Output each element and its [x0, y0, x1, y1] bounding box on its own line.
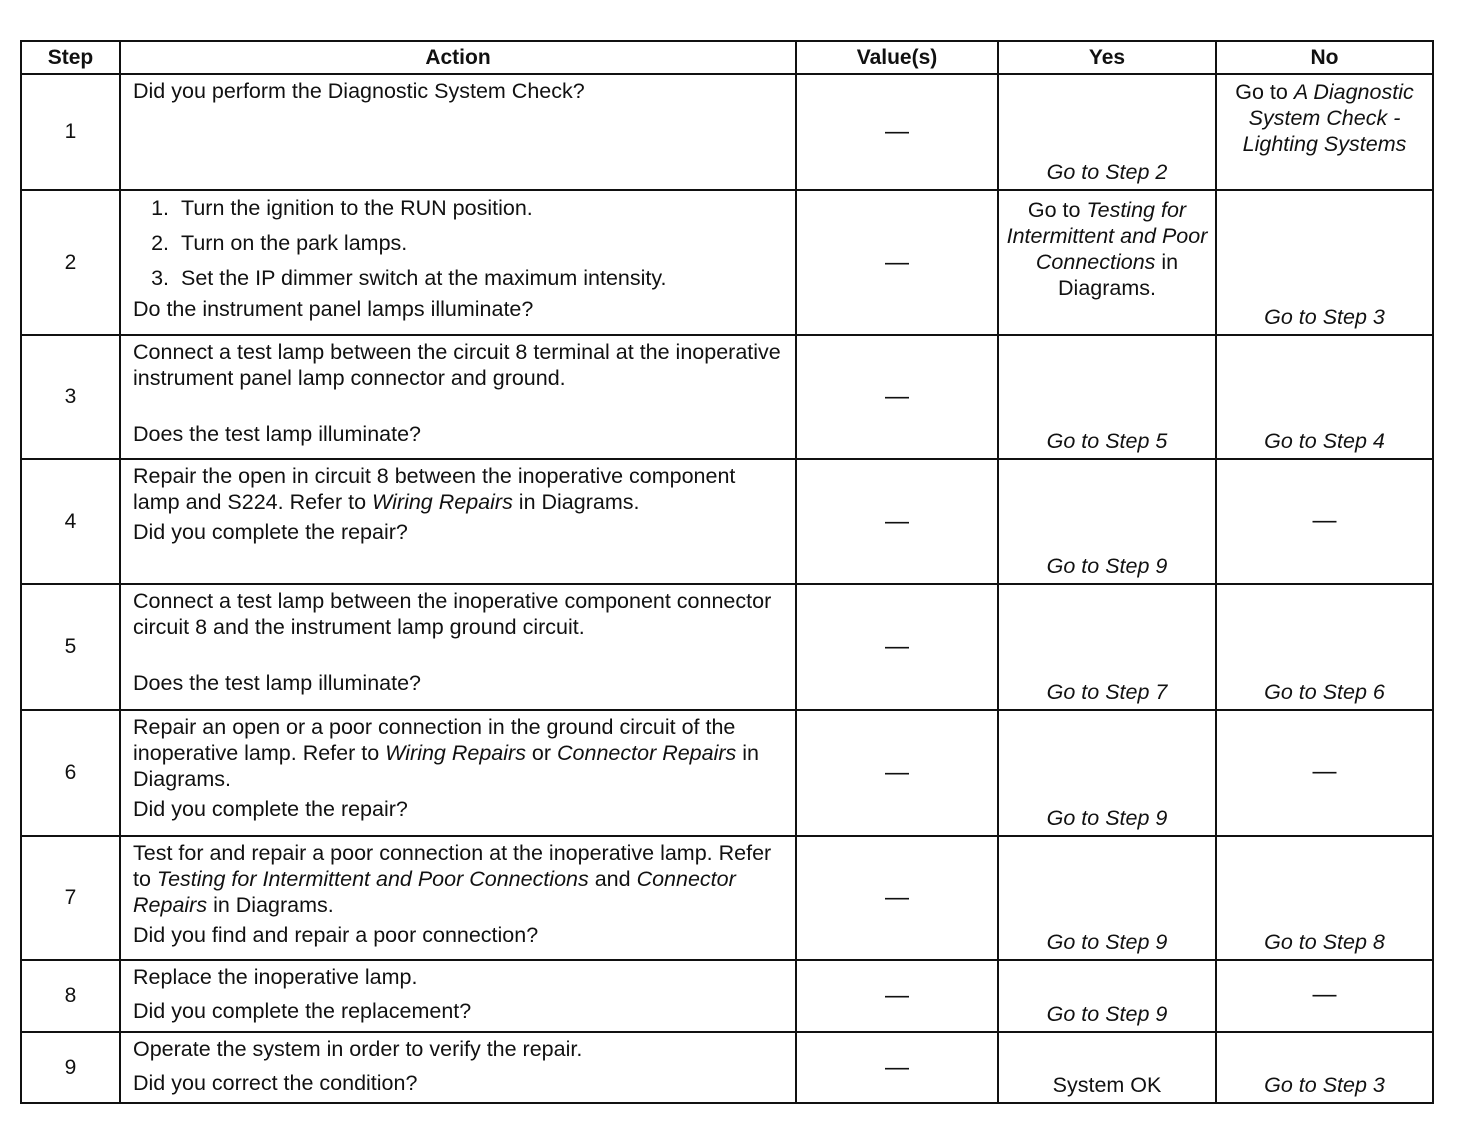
step-number: 5 [21, 584, 120, 710]
step-number: 8 [21, 960, 120, 1032]
action-cell [120, 459, 796, 584]
action-prefix: Repair an open or a poor connection in the ground circuit of the inoperative lamp. Refer to [133, 715, 736, 765]
action-text [133, 840, 787, 918]
no-cell: Go to Step 3 [1216, 1032, 1433, 1103]
step-number: 6 [21, 710, 120, 836]
action-suffix: in Diagrams. [512, 490, 640, 514]
no-cell: — [1216, 459, 1433, 584]
value-cell: — [796, 710, 998, 836]
list-item: 2. Turn on the park lamps. [175, 226, 787, 261]
action-cell [120, 836, 796, 960]
yes-cell [998, 190, 1216, 335]
value-cell: — [796, 584, 998, 710]
action-text: Operate the system in order to verify the repair. [133, 1037, 583, 1061]
step-number: 1 [21, 74, 120, 190]
action-cell [120, 190, 796, 335]
action-text: Replace the inoperative lamp. [133, 965, 418, 989]
yes-link[interactable]: Testing for Intermittent and Poor Connections [1006, 198, 1208, 274]
value-cell: — [796, 459, 998, 584]
yes-cell: System OK [998, 1032, 1216, 1103]
yes-suffix: in Diagrams. [1058, 250, 1179, 300]
header-action: Action [120, 41, 796, 74]
action-text: Connect a test lamp between the circuit 8 terminal at the inoperative instrument panel lamp connector and ground. [133, 340, 781, 390]
wiring-repairs-link[interactable]: Wiring Repairs [385, 741, 526, 765]
table-row [21, 584, 1433, 710]
yes-cell: Go to Step 9 [998, 459, 1216, 584]
value-cell: — [796, 74, 998, 190]
action-cell [120, 335, 796, 459]
testing-link[interactable]: Testing for Intermittent and Poor Connections [156, 867, 589, 891]
action-cell [120, 584, 796, 710]
table-row [21, 335, 1433, 459]
list-item: 3. Set the IP dimmer switch at the maximum intensity. [175, 261, 787, 296]
step-number: 7 [21, 836, 120, 960]
yes-cell: Go to Step 9 [998, 710, 1216, 836]
table-row [21, 960, 1433, 1032]
value-cell: — [796, 1032, 998, 1103]
value-cell: — [796, 836, 998, 960]
action-prefix: Repair the open in circuit 8 between the inoperative component lamp and S224. Refer to [133, 464, 736, 514]
step-number: 3 [21, 335, 120, 459]
action-prefix: Test for and repair a poor connection at the inoperative lamp. Refer to [133, 841, 772, 891]
no-link[interactable]: A Diagnostic System Check - Lighting Systems [1242, 80, 1414, 156]
no-cell: — [1216, 710, 1433, 836]
table-row [21, 459, 1433, 584]
action-mid: or [525, 741, 558, 765]
header-values: Value(s) [796, 41, 998, 74]
action-cell [120, 74, 796, 190]
wiring-repairs-link[interactable]: Wiring Repairs [372, 490, 513, 514]
diagnostic-table [20, 40, 1434, 1104]
action-question: Did you find and repair a poor connection? [133, 923, 539, 947]
yes-cell: Go to Step 7 [998, 584, 1216, 710]
yes-cell: Go to Step 5 [998, 335, 1216, 459]
action-cell [120, 960, 796, 1032]
no-cell: Go to Step 8 [1216, 836, 1433, 960]
no-cell: — [1216, 960, 1433, 1032]
header-no: No [1216, 41, 1433, 74]
connector-repairs-link[interactable]: Connector Repairs [557, 741, 737, 765]
no-cell [1216, 74, 1433, 190]
step-number: 2 [21, 190, 120, 335]
action-question: Does the test lamp illuminate? [133, 422, 422, 446]
table-row [21, 836, 1433, 960]
action-question: Did you complete the repair? [133, 797, 408, 821]
table-row [21, 1032, 1433, 1103]
value-cell: — [796, 190, 998, 335]
table-row [21, 710, 1433, 836]
header-step: Step [21, 41, 120, 74]
action-text: Connect a test lamp between the inoperative component connector circuit 8 and the instrument lamp ground circuit. [133, 589, 772, 639]
action-cell [120, 1032, 796, 1103]
action-text [133, 463, 787, 515]
no-cell: Go to Step 3 [1216, 190, 1433, 335]
no-cell: Go to Step 4 [1216, 335, 1433, 459]
yes-cell: Go to Step 9 [998, 836, 1216, 960]
yes-prefix: Go to [1027, 198, 1087, 222]
header-row [21, 41, 1433, 74]
no-prefix: Go to [1235, 80, 1294, 104]
action-question: Does the test lamp illuminate? [133, 671, 422, 695]
action-question: Did you correct the condition? [133, 1071, 418, 1095]
step-number: 9 [21, 1032, 120, 1103]
action-text [133, 714, 787, 792]
no-cell: Go to Step 6 [1216, 584, 1433, 710]
yes-cell: Go to Step 9 [998, 960, 1216, 1032]
action-mid: and [588, 867, 637, 891]
table-row [21, 74, 1433, 190]
action-question: Did you complete the repair? [133, 520, 408, 544]
action-cell [120, 710, 796, 836]
value-cell: — [796, 960, 998, 1032]
step-number: 4 [21, 459, 120, 584]
header-yes: Yes [998, 41, 1216, 74]
action-suffix: in Diagrams. [207, 893, 334, 917]
table-row [21, 190, 1433, 335]
yes-cell: Go to Step 2 [998, 74, 1216, 190]
value-cell: — [796, 335, 998, 459]
action-suffix: in Diagrams. [133, 741, 760, 791]
list-item: 1. Turn the ignition to the RUN position. [175, 191, 787, 226]
action-steps-list [133, 191, 787, 296]
action-question: Do the instrument panel lamps illuminate? [133, 297, 534, 321]
action-text: Did you perform the Diagnostic System Check? [133, 79, 585, 103]
action-question: Did you complete the replacement? [133, 999, 472, 1023]
connector-repairs-link[interactable]: Connector Repairs [133, 867, 736, 917]
